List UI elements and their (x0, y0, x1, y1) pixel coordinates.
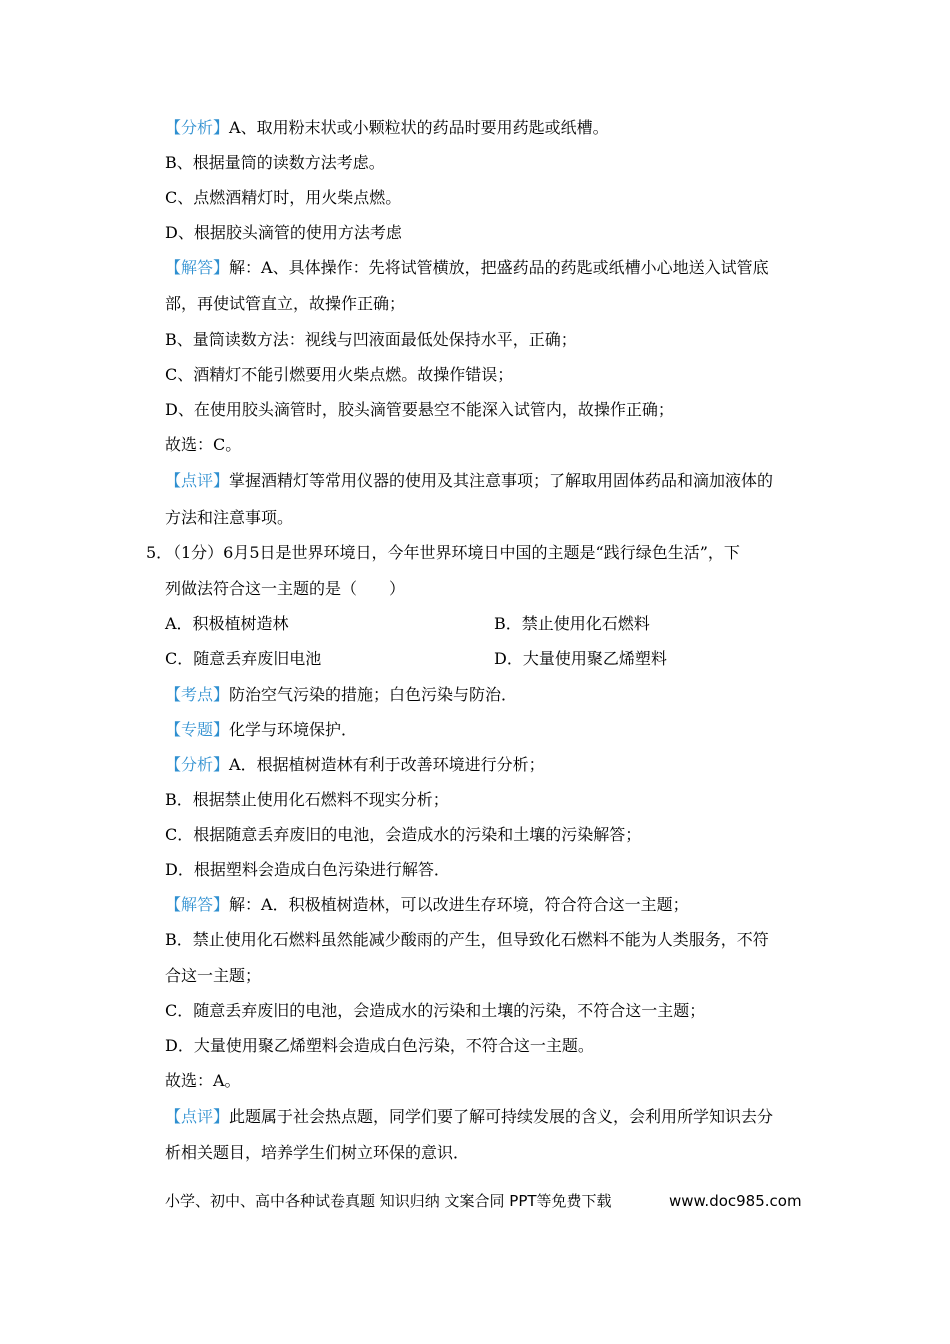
analysis-line: C．根据随意丢弃废旧的电池，会造成水的污染和土壤的污染解答； (165, 825, 642, 844)
option-b: B．禁止使用化石燃料 (494, 614, 650, 633)
footer-text: 小学、初中、高中各种试卷真题 知识归纳 文案合同 PPT等免费下载 (165, 1192, 612, 1210)
answer-line: C．随意丢弃废旧的电池，会造成水的污染和土壤的污染，不符合这一主题； (165, 1001, 706, 1020)
point-text: 防治空气污染的措施；白色污染与防治． (229, 685, 518, 704)
question-stem: （1分）6月5日是世界环境日，今年世界环境日中国的主题是“践行绿色生活”，下 (165, 543, 740, 562)
comment-line: 方法和注意事项。 (165, 508, 294, 527)
comment-text: 此题属于社会热点题，同学们要了解可持续发展的含义，会利用所学知识去分 (229, 1107, 774, 1126)
choice-line: 故选：C。 (165, 435, 242, 454)
answer-line: D．大量使用聚乙烯塑料会造成白色污染，不符合这一主题。 (165, 1036, 594, 1055)
answer-line: B．禁止使用化石燃料虽然能减少酸雨的产生，但导致化石燃料不能为人类服务，不符 (165, 930, 769, 949)
topic-line (165, 719, 357, 741)
analysis-line: D、根据胶头滴管的使用方法考虑 (165, 223, 402, 242)
topic-text: 化学与环境保护． (229, 720, 358, 739)
analysis-tag: 【分析】 (165, 755, 230, 774)
answer-text: 解：A、具体操作：先将试管横放，把盛药品的药匙或纸槽小心地送入试管底 (229, 258, 769, 277)
answer-line: B、量筒读数方法：视线与凹液面最低处保持水平，正确； (165, 330, 577, 349)
comment-tag: 【点评】 (165, 471, 230, 490)
answer-line: 部，再使试管直立，故操作正确； (165, 294, 406, 313)
analysis-line: C、点燃酒精灯时，用火柴点燃。 (165, 188, 402, 207)
comment-tag: 【点评】 (165, 1107, 230, 1126)
comment-line (165, 470, 773, 492)
analysis-line: B、根据量筒的读数方法考虑。 (165, 153, 385, 172)
point-line (165, 684, 517, 706)
answer-tag: 【解答】 (165, 258, 230, 277)
analysis-line: B．根据禁止使用化石燃料不现实分析； (165, 790, 449, 809)
choice-line: 故选：A。 (165, 1071, 241, 1090)
analysis-text: A、取用粉末状或小颗粒状的药品时要用药匙或纸槽。 (229, 118, 609, 137)
option-a: A．积极植树造林 (165, 614, 289, 633)
comment-line: 析相关题目，培养学生们树立环保的意识． (165, 1143, 470, 1162)
topic-tag: 【专题】 (165, 720, 230, 739)
question-stem: 列做法符合这一主题的是（ ） (165, 579, 406, 598)
option-c: C．随意丢弃废旧电池 (165, 649, 322, 668)
answer-text: 解：A．积极植树造林，可以改进生存环境，符合符合这一主题； (229, 895, 689, 914)
analysis-line (165, 754, 545, 776)
analysis-tag: 【分析】 (165, 118, 230, 137)
analysis-line: D．根据塑料会造成白色污染进行解答． (165, 860, 450, 879)
answer-line (165, 257, 769, 279)
page-footer (165, 1190, 802, 1212)
footer-link[interactable]: www.doc985.com (669, 1192, 802, 1210)
option-d: D．大量使用聚乙烯塑料 (494, 649, 667, 668)
point-tag: 【考点】 (165, 685, 230, 704)
comment-text: 掌握酒精灯等常用仪器的使用及其注意事项；了解取用固体药品和滴加液体的 (229, 471, 774, 490)
answer-line: C、酒精灯不能引燃要用火柴点燃。故操作错误； (165, 365, 514, 384)
answer-tag: 【解答】 (165, 895, 230, 914)
answer-line: D、在使用胶头滴管时，胶头滴管要悬空不能深入试管内，故操作正确； (165, 400, 674, 419)
comment-line (165, 1106, 773, 1128)
answer-line (165, 894, 689, 916)
analysis-text: A．根据植树造林有利于改善环境进行分析； (229, 755, 545, 774)
question-number: 5． (146, 543, 173, 562)
analysis-line (165, 117, 609, 139)
answer-line: 合这一主题； (165, 966, 262, 985)
